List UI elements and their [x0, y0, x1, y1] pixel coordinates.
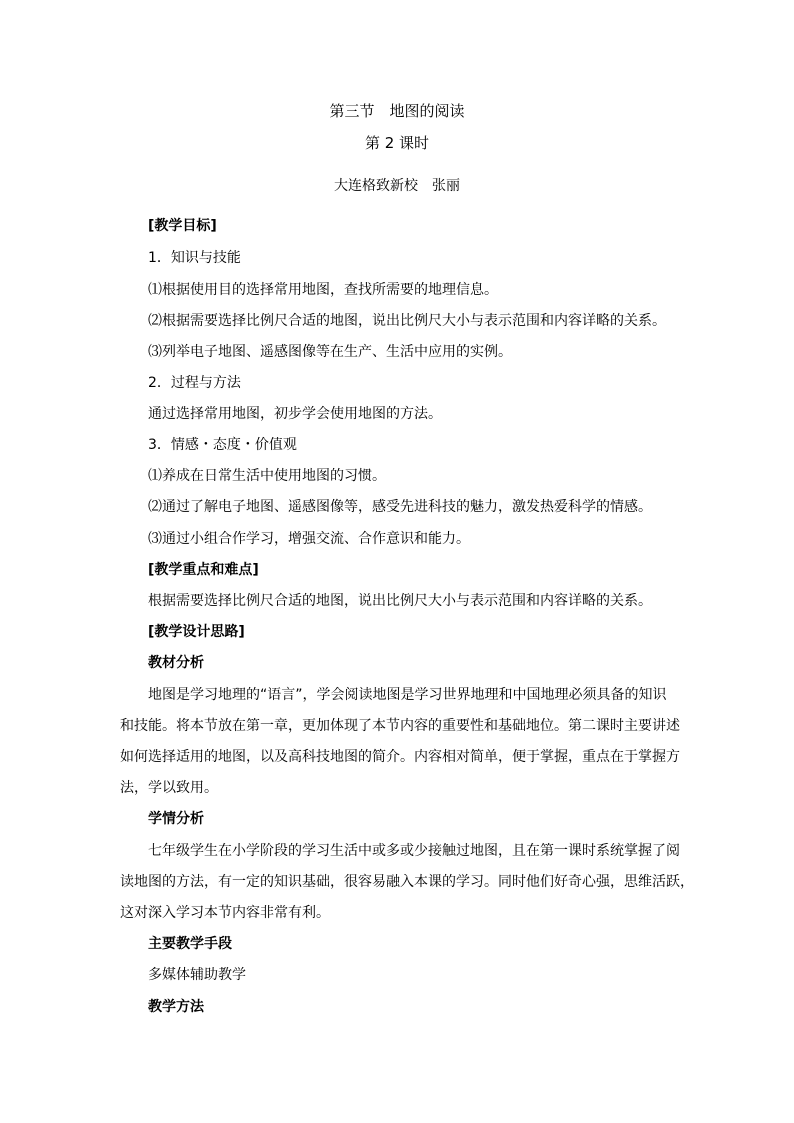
material-analysis-line: 和技能。将本节放在第一章，更加体现了本节内容的重要性和基础地位。第二课时主要讲述: [120, 718, 680, 734]
goals-item: ⑶列举电子地图、遥感图像等在生产、生活中应用的实例。: [148, 344, 512, 360]
student-analysis-line: 读地图的方法，有一定的知识基础，很容易融入本课的学习。同时他们好奇心强，思维活跃，: [120, 874, 694, 890]
design-heading: [教学设计思路]: [148, 624, 245, 640]
teaching-method-title: 教学方法: [148, 999, 204, 1015]
lesson-label: 第 2 课时: [364, 134, 430, 152]
teaching-means-text: 多媒体辅助教学: [148, 967, 246, 983]
teaching-means-title: 主要教学手段: [148, 936, 232, 952]
goals-section-3-title: 3．情感・态度・价值观: [148, 437, 297, 453]
goals-item: ⑴养成在日常生活中使用地图的习惯。: [148, 468, 386, 484]
author-line: 大连格致新校 张丽: [334, 178, 460, 194]
goals-section-2-title: 2．过程与方法: [148, 375, 241, 391]
goals-heading: [教学目标]: [148, 218, 217, 234]
student-analysis-line: 七年级学生在小学阶段的学习生活中或多或少接触过地图，且在第一课时系统掌握了阅: [148, 843, 680, 859]
material-analysis-line: 法，学以致用。: [120, 780, 218, 796]
material-analysis-line: 如何选择适用的地图，以及高科技地图的简介。内容相对简单，便于掌握，重点在于掌握方: [120, 749, 680, 765]
goals-item: ⑶通过小组合作学习，增强交流、合作意识和能力。: [148, 531, 470, 547]
student-analysis-title: 学情分析: [148, 811, 204, 827]
goals-section-2-text: 通过选择常用地图，初步学会使用地图的方法。: [148, 406, 442, 422]
goals-item: ⑵通过了解电子地图、遥感图像等，感受先进科技的魅力，激发热爱科学的情感。: [148, 499, 652, 515]
goals-item: ⑵根据需要选择比例尺合适的地图，说出比例尺大小与表示范围和内容详略的关系。: [148, 313, 666, 329]
goals-item: ⑴根据使用目的选择常用地图，查找所需要的地理信息。: [148, 282, 498, 298]
focus-heading: [教学重点和难点]: [148, 562, 259, 578]
focus-text: 根据需要选择比例尺合适的地图，说出比例尺大小与表示范围和内容详略的关系。: [148, 593, 652, 609]
page-title: 第三节 地图的阅读: [329, 102, 465, 120]
material-analysis-title: 教材分析: [148, 655, 204, 671]
student-analysis-line: 这对深入学习本节内容非常有利。: [120, 905, 330, 921]
goals-section-1-title: 1．知识与技能: [148, 250, 241, 266]
material-analysis-line: 地图是学习地理的“语言”，学会阅读地图是学习世界地理和中国地理必须具备的知识: [148, 687, 667, 703]
